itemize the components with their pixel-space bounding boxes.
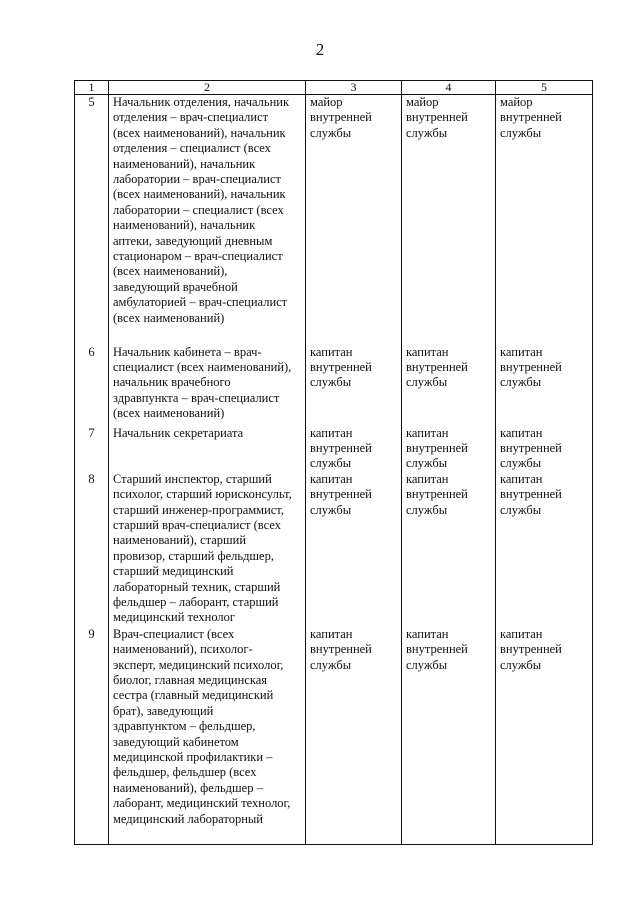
row-number: 8 [75,472,109,627]
header-cell-4: 4 [402,81,496,95]
table-row [75,345,593,426]
rank-cell-5: майор внутренней службы [496,95,593,345]
position-cell: Начальник кабинета – врач- специалист (всех наименований), начальник врачебного здравпункта – врач-специалист (всех наименований) [109,345,306,426]
rank-cell-3: капитан внутренней службы [306,627,402,845]
position-cell: Начальник секретариата [109,426,306,472]
rank-cell-3: капитан внутренней службы [306,472,402,627]
rank-cell-5: капитан внутренней службы [496,472,593,627]
table-header-row [75,81,593,95]
row-number: 7 [75,426,109,472]
header-cell-3: 3 [306,81,402,95]
position-cell: Начальник отделения, начальник отделения – врач-специалист (всех наименований), начальник отделения – специалист (всех наименований), начальник лаборатории – врач-специалист (всех наименований), начальник лаборатории – специалист (всех наименований), начальник аптеки, заведующий дневным стационаром – врач-специалист (всех наименований), заведующий врачебной амбулаторией – врач-специалист (всех наименований) [109,95,306,345]
rank-cell-3: майор внутренней службы [306,95,402,345]
position-cell: Врач-специалист (всех наименований), психолог- эксперт, медицинский психолог, биолог, главная медицинская сестра (главный медицинский брат), заведующий здравпунктом – фельдшер, заведующий кабинетом медицинской профилактики – фельдшер, фельдшер (всех наименований), фельдшер – лаборант, медицинский технолог, медицинский лабораторный [109,627,306,845]
table-row [75,426,593,472]
table-row [75,472,593,627]
rank-cell-5: капитан внутренней службы [496,627,593,845]
rank-cell-4: капитан внутренней службы [402,426,496,472]
rank-cell-4: капитан внутренней службы [402,472,496,627]
header-cell-2: 2 [109,81,306,95]
rank-cell-5: капитан внутренней службы [496,426,593,472]
row-number: 9 [75,627,109,845]
page-number: 2 [315,40,325,59]
ranks-table [74,80,593,845]
rank-cell-3: капитан внутренней службы [306,426,402,472]
rank-cell-4: майор внутренней службы [402,95,496,345]
row-number: 5 [75,95,109,345]
rank-cell-5: капитан внутренней службы [496,345,593,426]
position-cell: Старший инспектор, старший психолог, старший юрисконсульт, старший инженер-программист, старший врач-специалист (всех наименований), старший провизор, старший фельдшер, старший медицинский лабораторный техник, старший фельдшер – лаборант, старший медицинский технолог [109,472,306,627]
rank-cell-4: капитан внутренней службы [402,345,496,426]
header-cell-1: 1 [75,81,109,95]
table-row [75,627,593,845]
rank-cell-4: капитан внутренней службы [402,627,496,845]
table-row [75,95,593,345]
header-cell-5: 5 [496,81,593,95]
rank-cell-3: капитан внутренней службы [306,345,402,426]
row-number: 6 [75,345,109,426]
